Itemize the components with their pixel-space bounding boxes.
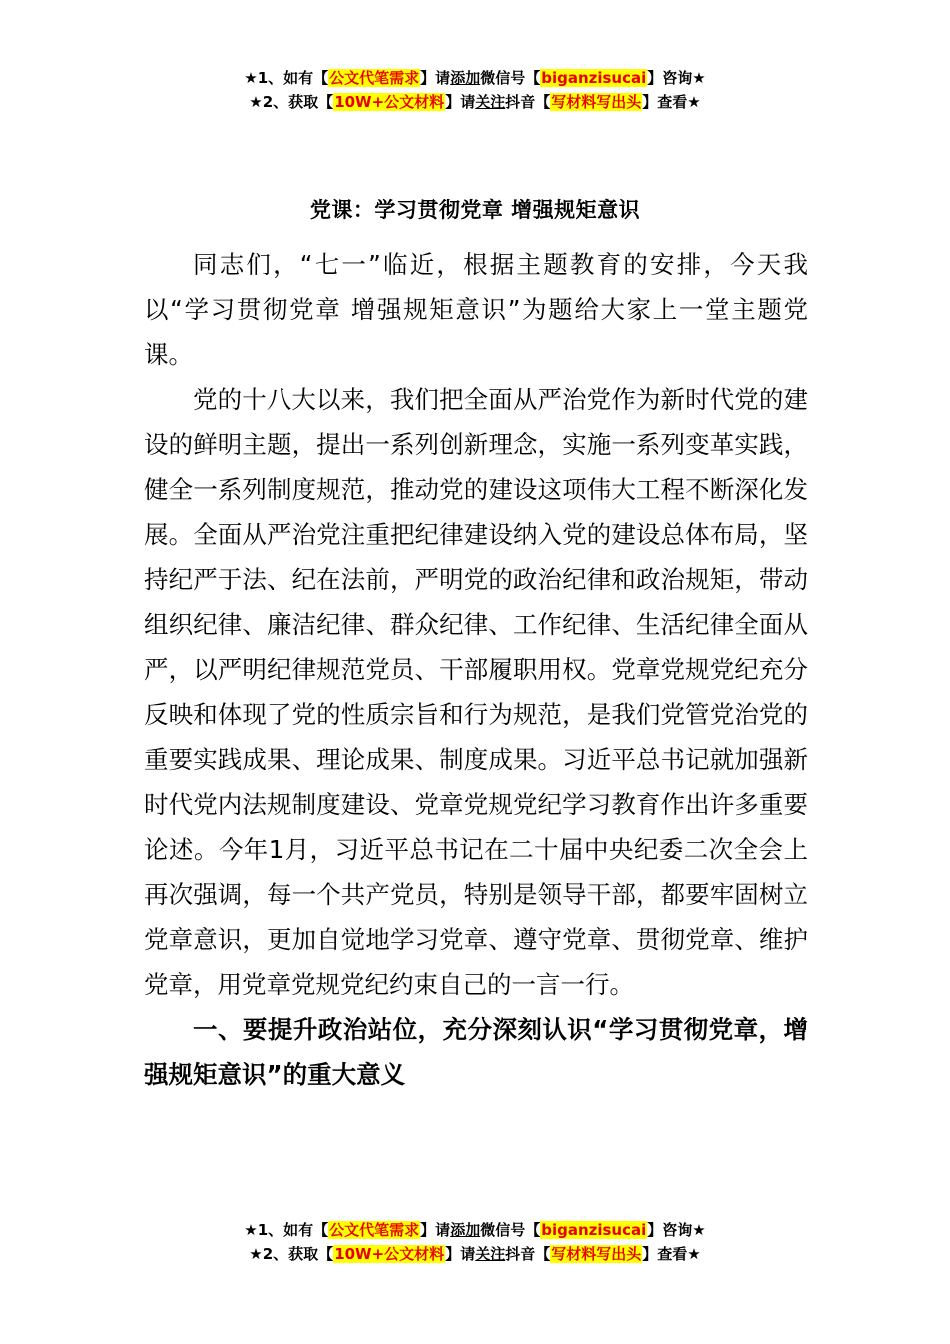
banner-line-1 (0, 66, 950, 90)
banner-highlight: biganzisucai (541, 69, 647, 87)
banner-text: ★2、获取【 (249, 93, 334, 111)
footer-line-1 (0, 1218, 950, 1242)
document-title: 党课：学习贯彻党章 增强规矩意识 (309, 198, 641, 222)
banner-underline: 添加 (450, 1221, 481, 1239)
banner-highlight: 公文代笔需求 (329, 69, 420, 87)
banner-highlight: 10W+公文材料 (334, 1245, 445, 1263)
footer-banner (0, 1218, 950, 1266)
banner-highlight: 写材料写出头 (551, 93, 642, 111)
banner-text: 】咨询★ (647, 1221, 706, 1239)
section-heading-1: 一、要提升政治站位，充分深刻认识“学习贯彻党章，增强规矩意识”的重大意义 (144, 1015, 808, 1089)
banner-highlight: 写材料写出头 (551, 1245, 642, 1263)
banner-text: 微信号【 (480, 1221, 541, 1239)
paragraph-main: 党的十八大以来，我们把全面从严治党作为新时代党的建设的鲜明主题，提出一系列创新理念，实施一系列变革实践，健全一系列制度规范，推动党的建设这项伟大工程不断深化发展。全面从严治党注重把纪律建设纳入党的建设总体布局，坚持纪严于法、纪在法前，严明党的政治纪律和政治规矩，带动组织纪律、廉洁纪律、群众纪律、工作纪律、生活纪律全面从严，以严明纪律规范党员、干部履职用权。党章党规党纪充分反映和体现了党的性质宗旨和行为规范，是我们党管党治党的重要实践成果、理论成果、制度成果。习近平总书记就加强新时代党内法规制度建设、党章党规党纪学习教育作出许多重要论述。今年1月，习近平总书记在二十届中央纪委二次全会上再次强调，每一个共产党员，特别是领导干部，都要牢固树立党章意识，更加自觉地学习党章、遵守党章、贯彻党章、维护党章，用党章党规党纪约束自己的一言一行。 (144, 385, 808, 999)
document-body (144, 242, 808, 1097)
banner-underline: 添加 (450, 69, 481, 87)
banner-text: 微信号【 (480, 69, 541, 87)
banner-text: 】查看★ (642, 93, 701, 111)
banner-text: 】请 (445, 1245, 476, 1263)
banner-text: 】请 (420, 69, 451, 87)
banner-text: 抖音【 (505, 93, 551, 111)
banner-text: 抖音【 (505, 1245, 551, 1263)
banner-highlight: 公文代笔需求 (329, 1221, 420, 1239)
banner-underline: 关注 (475, 1245, 506, 1263)
footer-line-2 (0, 1242, 950, 1266)
banner-text: ★1、如有【 (244, 69, 329, 87)
banner-highlight: biganzisucai (541, 1221, 647, 1239)
banner-text: ★2、获取【 (249, 1245, 334, 1263)
banner-text: 】请 (420, 1221, 451, 1239)
header-banner (0, 66, 950, 114)
paragraph-intro: 同志们，“七一”临近，根据主题教育的安排，今天我以“学习贯彻党章 增强规矩意识”为题给大家上一堂主题党课。 (144, 250, 808, 369)
banner-text: ★1、如有【 (244, 1221, 329, 1239)
banner-text: 】查看★ (642, 1245, 701, 1263)
banner-line-2 (0, 90, 950, 114)
banner-text: 】请 (445, 93, 476, 111)
banner-highlight: 10W+公文材料 (334, 93, 445, 111)
banner-text: 】咨询★ (647, 69, 706, 87)
banner-underline: 关注 (475, 93, 506, 111)
